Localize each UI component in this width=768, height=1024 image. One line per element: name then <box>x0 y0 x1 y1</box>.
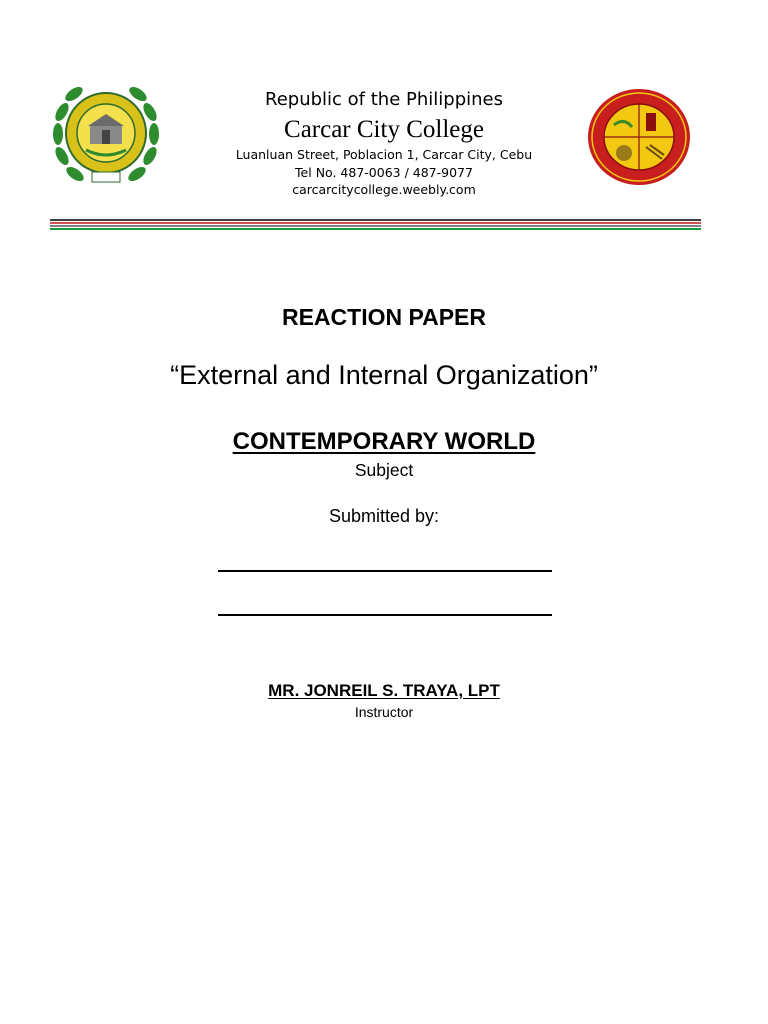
address-line: Luanluan Street, Poblacion 1, Carcar City, Cebu <box>235 147 533 162</box>
city-seal-logo <box>586 87 692 187</box>
document-title: REACTION PAPER <box>281 304 487 330</box>
submitted-by-label: Submitted by: <box>328 506 440 526</box>
document-topic: “External and Internal Organization” <box>170 360 598 390</box>
country-heading: Republic of the Philippines <box>265 89 503 110</box>
instructor-name: MR. JONREIL S. TRAYA, LPT <box>268 681 500 700</box>
header-divider <box>50 218 701 232</box>
subject-label: Subject <box>354 460 414 480</box>
signature-line <box>218 614 552 616</box>
website-line: carcarcitycollege.weebly.com <box>292 182 476 197</box>
subject-name: CONTEMPORARY WORLD <box>232 428 536 455</box>
institution-name: Carcar City College <box>284 116 484 143</box>
phone-line: Tel No. 487-0063 / 487-9077 <box>295 165 473 180</box>
instructor-label: Instructor <box>354 704 414 720</box>
signature-line <box>218 570 552 572</box>
